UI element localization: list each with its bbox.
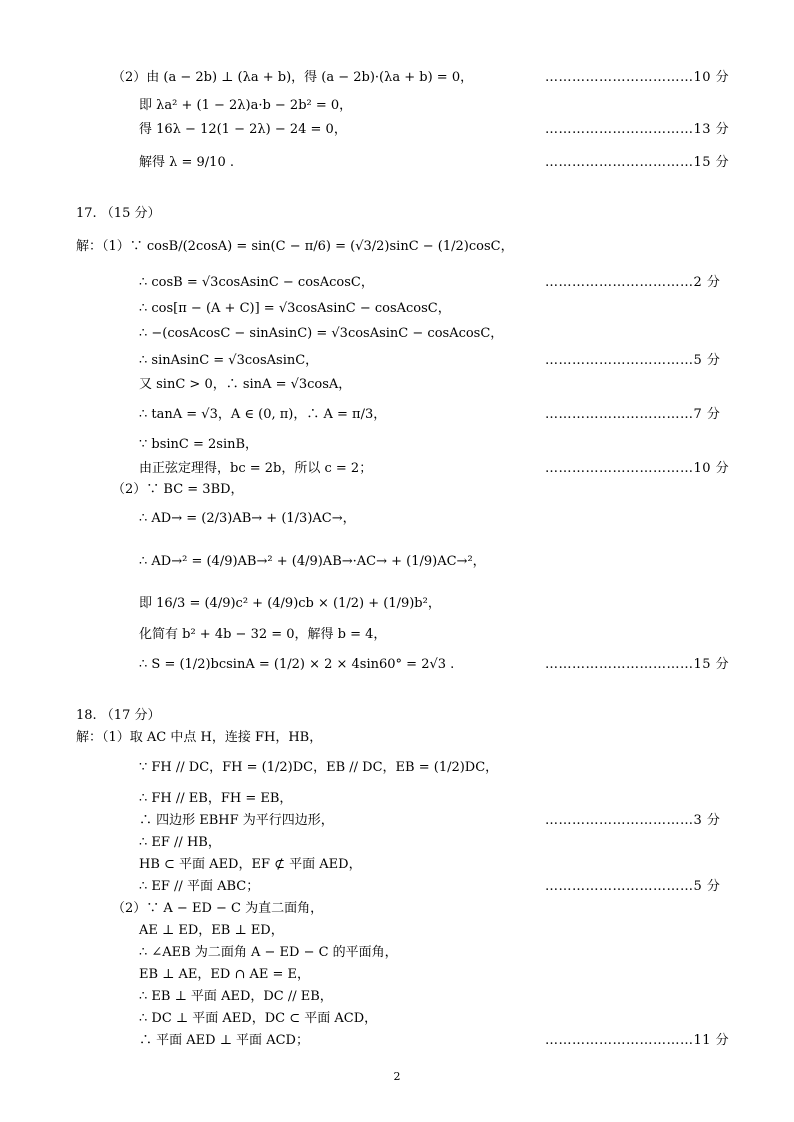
solution-line: ∴ EB ⊥ 平面 AED，DC // EB， bbox=[139, 989, 333, 1004]
solution-line: ∴ 四边形 EBHF 为平行四边形， bbox=[139, 813, 334, 828]
solution-line: 又 sinC > 0，∴ sinA = √3cosA， bbox=[139, 377, 352, 392]
solution-line: HB ⊂ 平面 AED，EF ⊄ 平面 AED， bbox=[139, 857, 362, 872]
score-marker: ……………………………13 分 bbox=[545, 122, 730, 137]
solution-line: ∴ ∠AEB 为二面角 A − ED − C 的平面角， bbox=[139, 945, 398, 960]
solution-line: ∵ bsinC = 2sinB， bbox=[139, 437, 259, 452]
solution-line: 解：（1）取 AC 中点 H，连接 FH，HB， bbox=[76, 730, 323, 745]
score-marker: ……………………………7 分 bbox=[545, 407, 721, 422]
solution-line: （2）∵ A − ED − C 为直二面角， bbox=[112, 901, 324, 916]
solution-line: 化简有 b² + 4b − 32 = 0，解得 b = 4， bbox=[139, 627, 387, 642]
solution-line: ∴ AD→ = (2/3)AB→ + (1/3)AC→， bbox=[139, 511, 356, 526]
solution-line: ∴ FH // EB，FH = EB， bbox=[139, 791, 293, 806]
score-marker: ……………………………3 分 bbox=[545, 813, 721, 828]
solution-line: 即 16/3 = (4/9)c² + (4/9)cb × (1/2) + (1/9)b²， bbox=[139, 596, 441, 611]
solution-line: AE ⊥ ED，EB ⊥ ED， bbox=[139, 923, 284, 938]
solution-line: ∴ AD→² = (4/9)AB→² + (4/9)AB→·AC→ + (1/9)AC→²， bbox=[139, 554, 486, 569]
solution-line: 解：（1）∵ cosB/(2cosA) = sin(C − π/6) = (√3/2)sinC − (1/2)cosC， bbox=[76, 239, 514, 254]
solution-line: ∴ −(cosAcosC − sinAsinC) = √3cosAsinC − cosAcosC， bbox=[139, 326, 504, 341]
solution-line: ∴ cos[π − (A + C)] = √3cosAsinC − cosAcosC， bbox=[139, 301, 451, 316]
score-marker: ……………………………10 分 bbox=[545, 461, 730, 476]
solution-line: EB ⊥ AE，ED ∩ AE = E， bbox=[139, 967, 311, 982]
score-marker: ……………………………15 分 bbox=[545, 657, 730, 672]
solution-line: 即 λa² + (1 − 2λ)a·b − 2b² = 0， bbox=[139, 98, 353, 113]
solution-line: ∴ EF // HB， bbox=[139, 835, 221, 850]
solution-line: （2）由 (a − 2b) ⊥ (λa + b)，得 (a − 2b)·(λa + b) = 0， bbox=[112, 70, 474, 85]
solution-line: ∴ cosB = √3cosAsinC − cosAcosC， bbox=[139, 275, 374, 290]
solution-line: 由正弦定理得，bc = 2b，所以 c = 2； bbox=[139, 461, 373, 476]
solution-line: ∴ tanA = √3，A ∈ (0, π)，∴ A = π/3， bbox=[139, 407, 387, 422]
solution-line: ∵ FH // DC，FH = (1/2)DC，EB // DC，EB = (1/2)DC， bbox=[139, 760, 499, 775]
solution-line: 解得 λ = 9/10 . bbox=[139, 155, 234, 170]
solution-line: ∴ 平面 AED ⊥ 平面 ACD； bbox=[139, 1033, 309, 1048]
solution-line: 17. （15 分） bbox=[76, 206, 161, 221]
page-number: 2 bbox=[393, 1070, 401, 1083]
solution-line: ∴ DC ⊥ 平面 AED，DC ⊂ 平面 ACD， bbox=[139, 1011, 378, 1026]
solution-line: （2）∵ BC = 3BD， bbox=[112, 482, 244, 497]
solution-line: 得 16λ − 12(1 − 2λ) − 24 = 0， bbox=[139, 122, 347, 137]
score-marker: ……………………………15 分 bbox=[545, 155, 730, 170]
score-marker: ……………………………5 分 bbox=[545, 879, 721, 894]
score-marker: ……………………………11 分 bbox=[545, 1033, 730, 1048]
solution-line: 18. （17 分） bbox=[76, 708, 161, 723]
solution-line: ∴ EF // 平面 ABC； bbox=[139, 879, 260, 894]
score-marker: ……………………………10 分 bbox=[545, 70, 730, 85]
solution-line: ∴ sinAsinC = √3cosAsinC， bbox=[139, 353, 319, 368]
score-marker: ……………………………5 分 bbox=[545, 353, 721, 368]
solution-line: ∴ S = (1/2)bcsinA = (1/2) × 2 × 4sin60° = 2√3 . bbox=[139, 657, 455, 672]
score-marker: ……………………………2 分 bbox=[545, 275, 721, 290]
